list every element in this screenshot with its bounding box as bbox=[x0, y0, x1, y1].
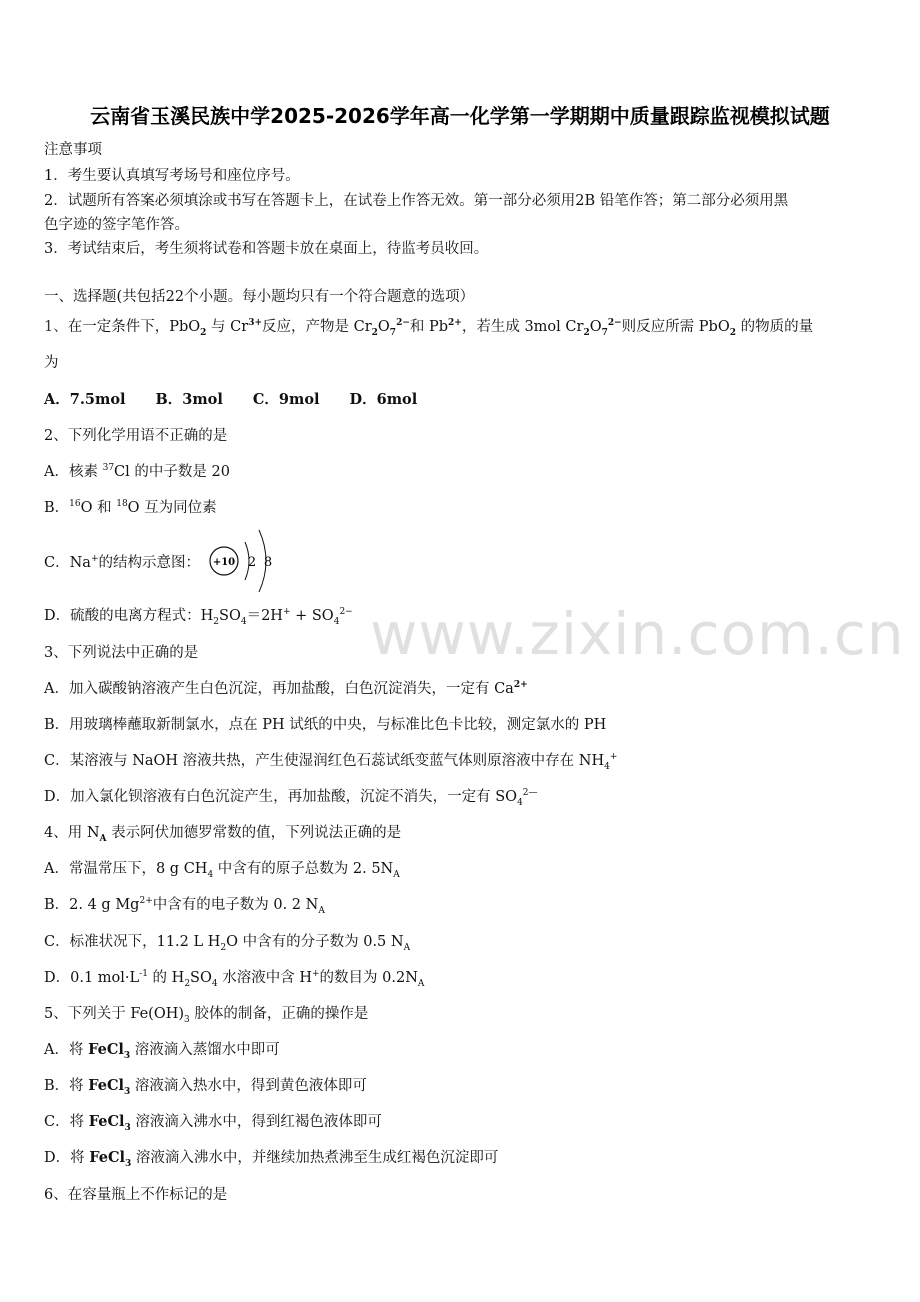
option-c: C．9mol bbox=[252, 391, 320, 408]
question-5-option-a: A．将 FeCl$_3$ 溶液滴入蒸馏水中即可 bbox=[44, 1041, 280, 1061]
shell-2-electrons: 8 bbox=[263, 555, 273, 570]
question-2-option-d: D．硫酸的电离方程式：$H_2SO_4=2H^+ + SO_4^{2-}$ bbox=[44, 607, 353, 627]
question-3-option-c: C．某溶液与 NaOH 溶液共热，产生使湿润红色石蕊试纸变蓝气体则原溶液中存在 $NH_4^+$ bbox=[44, 752, 618, 772]
question-1-stem: 1、在一定条件下，PbO$_2$ 与 $Cr^{3+}$反应，产物是 $Cr_2O_7^{2-}$和 $Pb^{2+}$，若生成 3mol $Cr_2O_7^{2-}$则反应所需 PbO$_2$ 的物质的量 bbox=[44, 318, 814, 338]
question-4-stem: 4、用 $N_A$ 表示阿伏加德罗常数的值，下列说法正确的是 bbox=[44, 825, 402, 844]
page-title: 云南省玉溪民族中学2025-2026学年高一化学第一学期期中质量跟踪监视模拟试题 bbox=[90, 104, 830, 128]
question-3-option-b: B．用玻璃棒蘸取新制氯水，点在 PH 试纸的中央，与标准比色卡比较，测定氯水的 PH bbox=[44, 717, 607, 733]
notice-item-2: 2．试题所有答案必须填涂或书写在答题卡上，在试卷上作答无效。第一部分必须用2B 铅笔作答；第二部分必须用黑 bbox=[44, 193, 789, 209]
question-4-option-b: B．2. 4 g $Mg^{2+}$中含有的电子数为 0. 2 $N_A$ bbox=[44, 896, 325, 916]
notice-item-3: 3．考试结束后，考生须将试卷和答题卡放在桌面上，待监考员收回。 bbox=[44, 241, 489, 257]
question-3-option-d: D．加入氯化钡溶液有白色沉淀产生，再加盐酸，沉淀不消失，一定有 $SO_4^{2—}$ bbox=[44, 788, 538, 808]
question-1-options bbox=[44, 388, 447, 409]
question-2-option-b: B．$^{16}$O 和 $^{18}$O 互为同位素 bbox=[44, 499, 217, 516]
question-6-stem: 6、在容量瓶上不作标记的是 bbox=[44, 1187, 228, 1203]
question-2-stem: 2、下列化学用语不正确的是 bbox=[44, 428, 228, 444]
question-5-option-c: C．将 FeCl$_3$ 溶液滴入沸水中，得到红褐色液体即可 bbox=[44, 1113, 382, 1133]
option-d: D．6mol bbox=[349, 391, 418, 408]
question-4-option-d: D．0.1 $mol\cdot L^{-1}$ 的 $H_2SO_4$ 水溶液中含 H+的数目为 $0.2N_A$ bbox=[44, 969, 425, 989]
question-5-stem: 5、下列关于 $Fe(OH)_3$ 胶体的制备，正确的操作是 bbox=[44, 1006, 369, 1025]
option-b: B．3mol bbox=[155, 391, 223, 408]
question-3-option-a: A．加入碳酸钠溶液产生白色沉淀，再加盐酸，白色沉淀消失，一定有 $Ca^{2+}$ bbox=[44, 680, 528, 697]
section-heading: 一、选择题(共包括22个小题。每小题均只有一个符合题意的选项） bbox=[44, 289, 475, 305]
watermark: www.zixin.com.cn bbox=[370, 600, 905, 668]
question-2-option-a: A．核素 $^{37}$Cl 的中子数是 20 bbox=[44, 463, 230, 480]
shell-1-electrons: 2 bbox=[247, 555, 257, 570]
question-4-option-c: C．标准状况下，11.2 L $H_2O$ 中含有的分子数为 0.5 $N_A$ bbox=[44, 934, 411, 953]
notice-item-1: 1．考生要认真填写考场号和座位序号。 bbox=[44, 168, 300, 184]
question-1-stem-cont: 为 bbox=[44, 355, 59, 371]
na-ion-structure-diagram bbox=[205, 528, 285, 594]
question-5-option-d: D．将 FeCl$_3$ 溶液滴入沸水中，并继续加热煮沸至生成红褐色沉淀即可 bbox=[44, 1149, 499, 1169]
nucleus-charge: +10 bbox=[212, 557, 236, 568]
notice-heading: 注意事项 bbox=[44, 142, 102, 158]
question-5-option-b: B．将 FeCl$_3$ 溶液滴入热水中，得到黄色液体即可 bbox=[44, 1077, 367, 1097]
question-3-stem: 3、下列说法中正确的是 bbox=[44, 645, 199, 661]
question-2-option-c: C．Na+的结构示意图： bbox=[44, 554, 200, 571]
question-4-option-a: A．常温常压下，8 g $CH_4$ 中含有的原子总数为 2. $5N_A$ bbox=[44, 861, 400, 880]
notice-item-2-cont: 色字迹的签字笔作答。 bbox=[44, 217, 189, 233]
option-a: A．7.5mol bbox=[44, 391, 126, 408]
